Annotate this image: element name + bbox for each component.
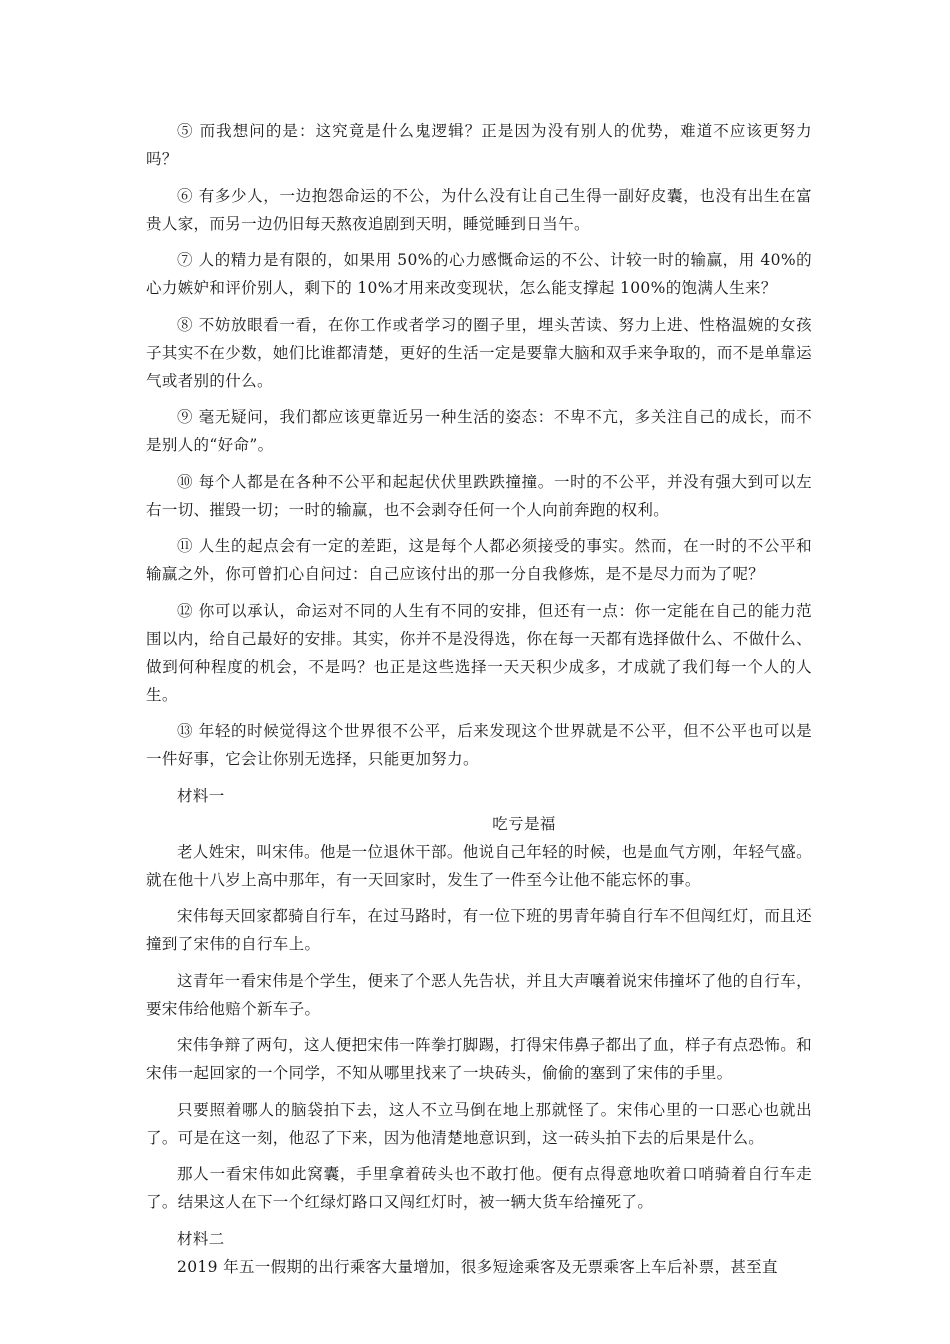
material-1-paragraph: 那人一看宋伟如此窝囊，手里拿着砖头也不敢打他。便有点得意地吹着口哨骑着自行车走了。结果这人在下一个红绿灯路口又闯红灯时，被一辆大货车给撞死了。	[146, 1165, 812, 1211]
material-1-label: 材料一	[177, 786, 225, 805]
paragraph-8: ⑧ 不妨放眼看一看，在你工作或者学习的圈子里，埋头苦读、努力上进、性格温婉的女孩子其实不在少数，她们比谁都清楚，更好的生活一定是要靠大脑和双手来争取的，而不是单靠运气或者别的什么。	[146, 315, 812, 390]
material-1-title: 吃亏是福	[492, 814, 556, 833]
document-page	[146, 117, 812, 1289]
paragraph-7: ⑦ 人的精力是有限的，如果用 50%的心力感慨命运的不公、计较一时的输赢，用 40%的心力嫉妒和评价别人，剩下的 10%才用来改变现状，怎么能支撑起 100%的饱满人生来？	[146, 251, 812, 297]
paragraph-12: ⑫ 你可以承认，命运对不同的人生有不同的安排，但还有一点：你一定能在自己的能力范围以内，给自己最好的安排。其实，你并不是没得选，你在每一天都有选择做什么、不做什么、做到何种程度的机会，不是吗？也正是这些选择一天天积少成多，才成就了我们每一个人的人生。	[146, 601, 812, 704]
paragraph-5: ⑤ 而我想问的是：这究竟是什么鬼逻辑？正是因为没有别人的优势，难道不应该更努力吗？	[146, 122, 812, 168]
material-1-paragraph: 宋伟每天回家都骑自行车，在过马路时，有一位下班的男青年骑自行车不但闯红灯，而且还撞到了宋伟的自行车上。	[146, 907, 812, 953]
paragraph-11: ⑪ 人生的起点会有一定的差距，这是每个人都必须接受的事实。然而，在一时的不公平和输赢之外，你可曾扪心自问过：自己应该付出的那一分自我修炼，是不是尽力而为了呢？	[146, 537, 812, 583]
material-1-paragraph: 宋伟争辩了两句，这人便把宋伟一阵拳打脚踢，打得宋伟鼻子都出了血，样子有点恐怖。和宋伟一起回家的一个同学，不知从哪里找来了一块砖头，偷偷的塞到了宋伟的手里。	[146, 1036, 812, 1082]
material-1-paragraph: 这青年一看宋伟是个学生，便来了个恶人先告状，并且大声嚷着说宋伟撞坏了他的自行车，要宋伟给他赔个新车子。	[146, 971, 812, 1018]
paragraph-6: ⑥ 有多少人，一边抱怨命运的不公，为什么没有让自己生得一副好皮囊，也没有出生在富贵人家，而另一边仍旧每天熬夜追剧到天明，睡觉睡到日当午。	[146, 186, 812, 233]
paragraph-10: ⑩ 每个人都是在各种不公平和起起伏伏里跌跌撞撞。一时的不公平，并没有强大到可以左右一切、摧毁一切；一时的输赢，也不会剥夺任何一个人向前奔跑的权利。	[146, 472, 812, 519]
paragraph-9: ⑨ 毫无疑问，我们都应该更靠近另一种生活的姿态：不卑不亢，多关注自己的成长，而不是别人的“好命”。	[146, 408, 812, 454]
material-1-paragraph: 老人姓宋，叫宋伟。他是一位退休干部。他说自己年轻的时候，也是血气方刚，年轻气盛。就在他十八岁上高中那年，有一天回家时，发生了一件至今让他不能忘怀的事。	[146, 842, 812, 889]
material-2-paragraph: 2019 年五一假期的出行乘客大量增加，很多短途乘客及无票乘客上车后补票，甚至直	[177, 1257, 778, 1276]
material-1-paragraph: 只要照着哪人的脑袋拍下去，这人不立马倒在地上那就怪了。宋伟心里的一口恶心也就出了。可是在这一刻，他忍了下来，因为他清楚地意识到，这一砖头拍下去的后果是什么。	[146, 1100, 812, 1147]
paragraph-13: ⑬ 年轻的时候觉得这个世界很不公平，后来发现这个世界就是不公平，但不公平也可以是一件好事，它会让你别无选择，只能更加努力。	[146, 722, 812, 768]
material-2-label: 材料二	[177, 1229, 225, 1248]
